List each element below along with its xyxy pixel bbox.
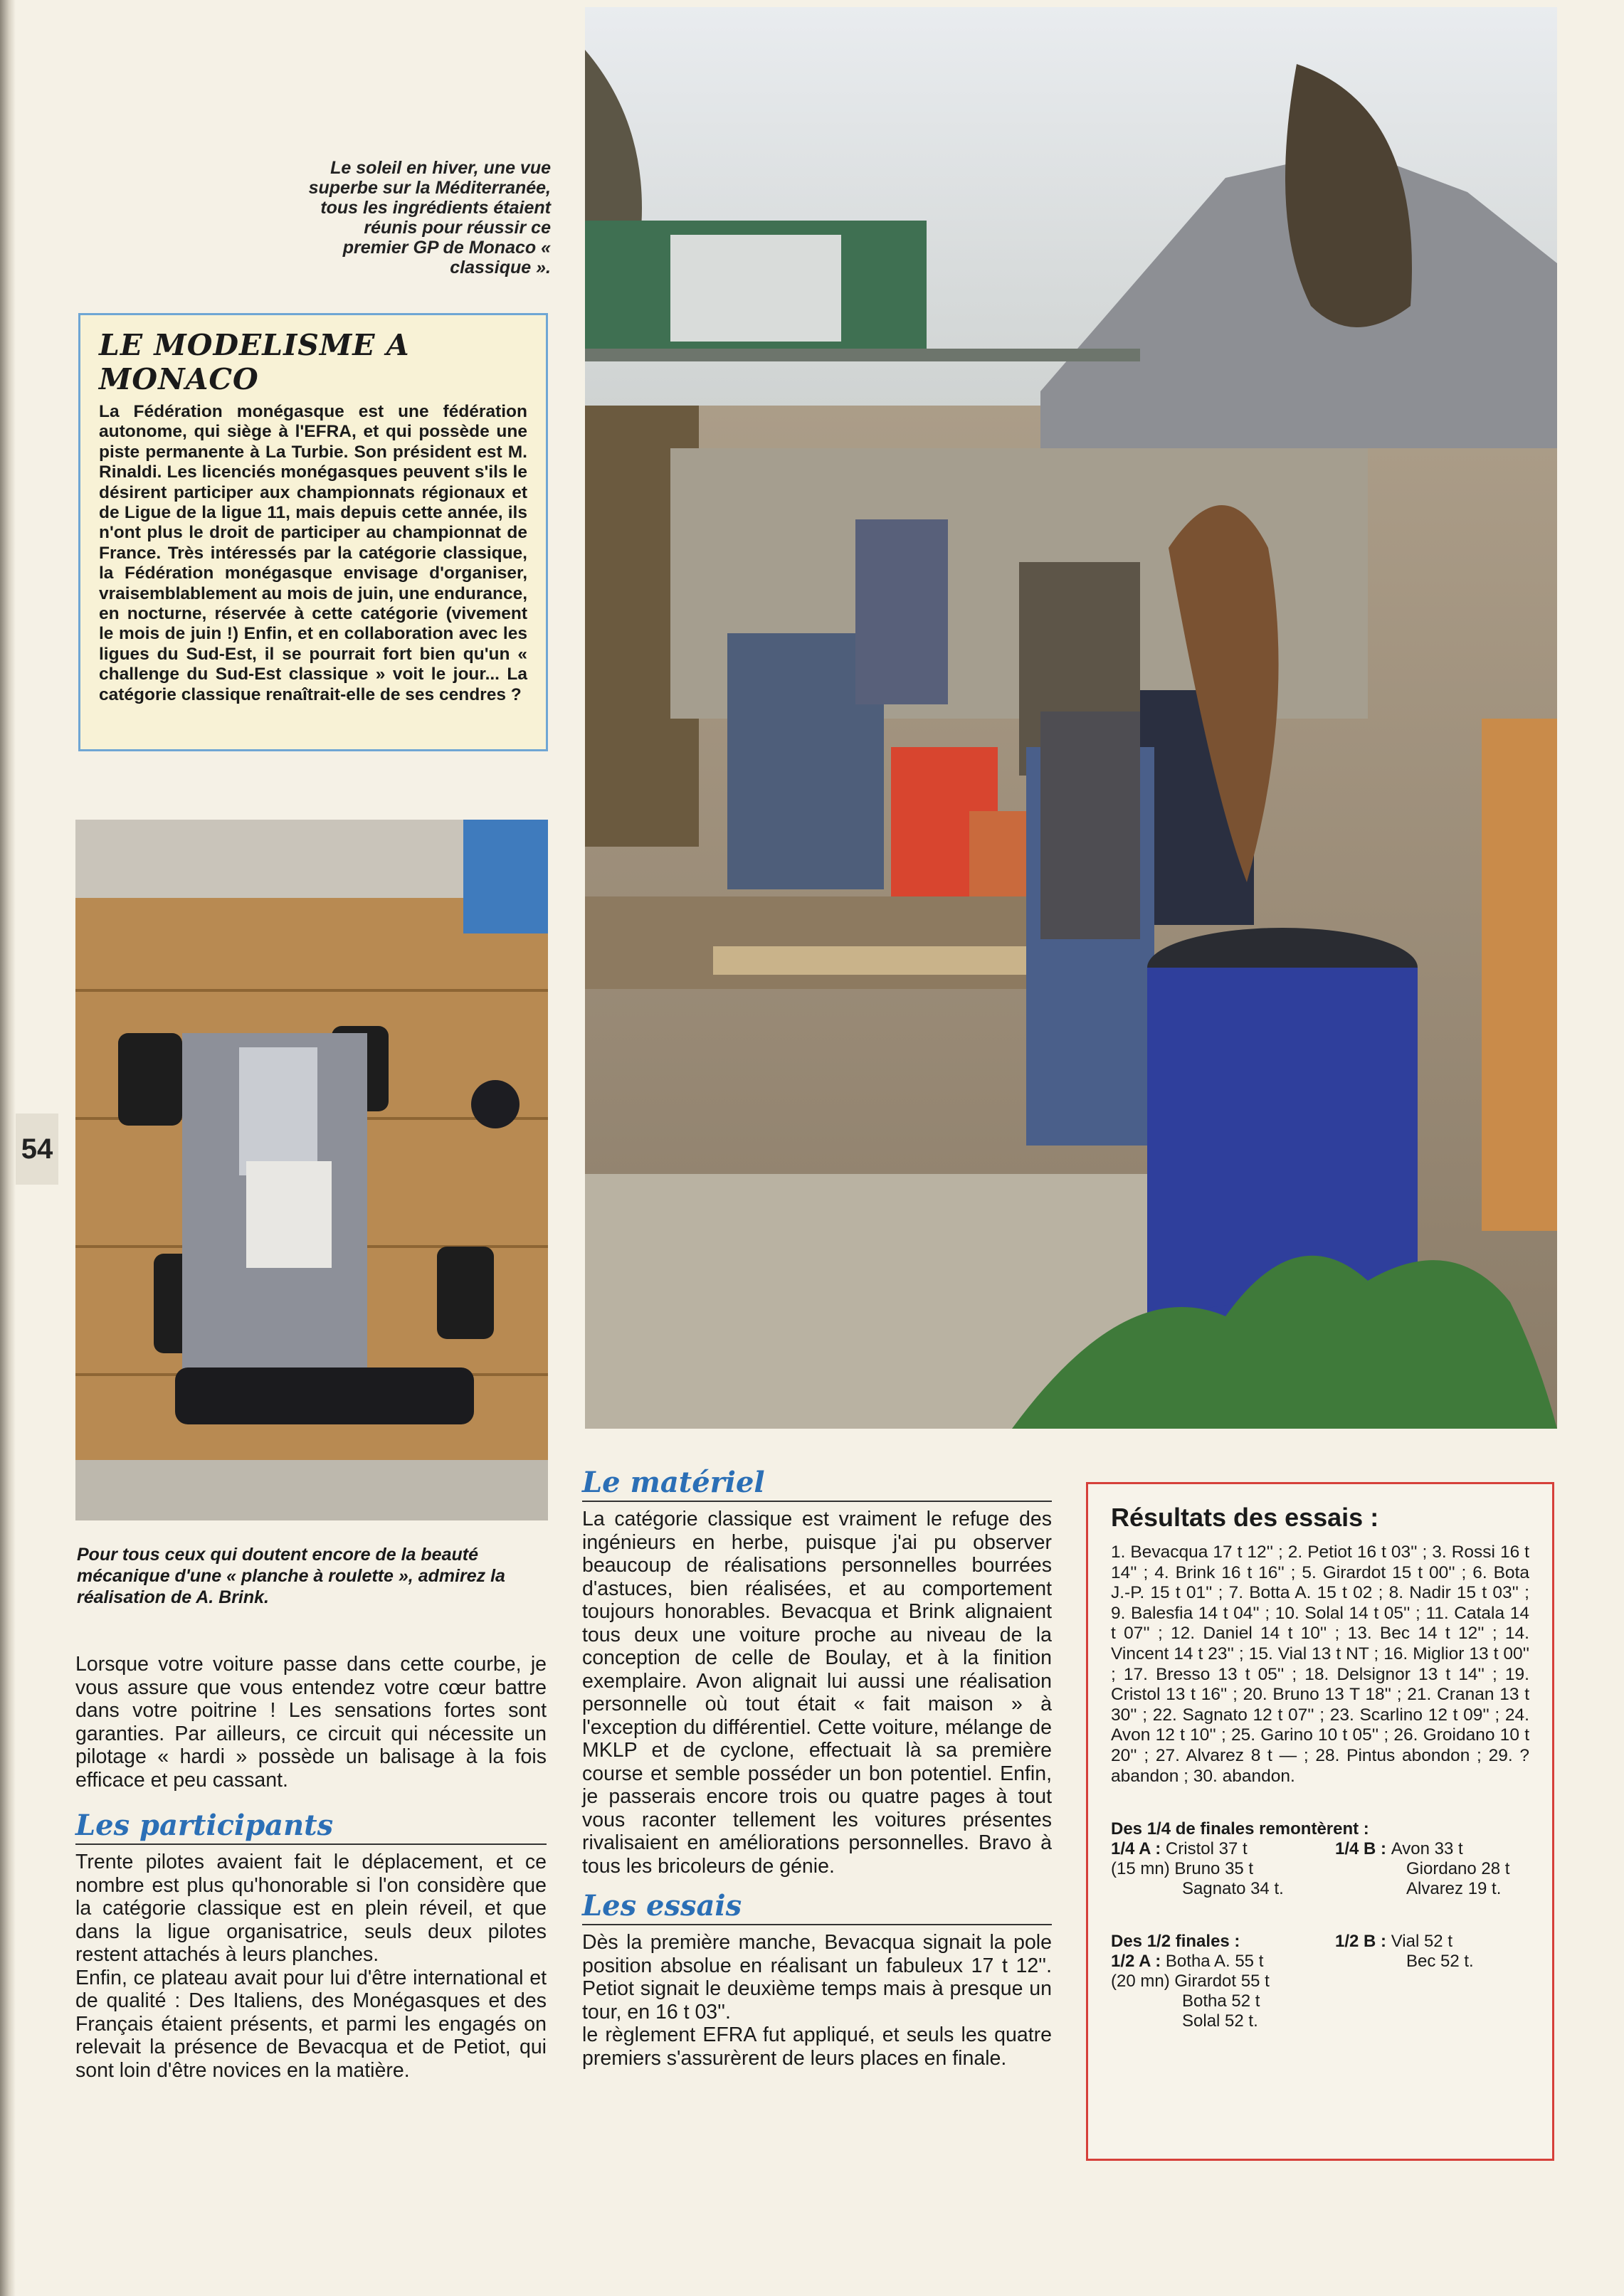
sidebar-text: La Fédération monégasque est une fédération autonome, qui siège à l'EFRA, et qui possède une piste permanente à La Turbie. Son président est M. Rinaldi. Les licenciés monégasques peuvent s'ils le désirent participer aux championnats régionaux et de Ligue de la ligue 11, mais depuis cette année, ils n'ont plus le droit de participer au championnat de France. Très intéressés par la catégorie classique, la Fédération monégasque envisage d'organiser, vraisemblablement au mois de juin, une endurance, en nocturne, réservée à cette catégorie (vivement le mois de juin !) Enfin, et en collaboration avec les ligues du Sud-Est, il se pourrait fort bien qu'un « challenge du Sud-Est classique » voit le jour... La catégorie classique renaîtrait-elle de ses cendres ? [99,402,527,704]
left-column [75,1653,547,2082]
car-photo-caption: Pour tous ceux qui doutent encore de la beauté mécanique d'une « planche à roulette », admirez la réalisation de A. Brink. [77,1545,505,1607]
results-title: Résultats des essais : [1111,1503,1379,1532]
sidebar-box [78,313,548,751]
pit-area-photo [585,7,1557,1429]
participants-paragraph-2: Enfin, ce plateau avait pour lui d'être international et de qualité : Des Italiens, des Monégasques et des Français étaient présents, et parmi les engagés on relevait la présence de Bevacqua et de Petiot, qui sont loin d'être novices en la matière. [75,1966,547,2082]
middle-column [582,1466,1052,2070]
semi-b-1: Vial 52 t [1391,1932,1452,1952]
page-spine [0,0,16,2296]
materiel-paragraph: La catégorie classique est vraiment le refuge des ingénieurs en herbe, puisque j'ai pu observer beaucoup de réalisations personnelles bourrées d'astuces, bien réalisées, et au comportement toujours honorables. Bevacqua et Brink alignaient tous deux une voiture proche au niveau de la conception de celle de Boulay, et à la finition exemplaire. Avon alignait lui aussi une réalisation personnelle où tout était « fait maison » à l'exception du différentiel. Cette voiture, mélange de MKLP et de cyclone, effectuait là sa première course et semble posséder un bon potentiel. Enfin, je passerais encore trois ou quatre pages à tout vous raconter tellement les voitures présentes rivalisaient en améliorations personnelles. Bravo à tous les bricoleurs de génie. [582,1508,1052,1878]
participants-paragraph-1: Trente pilotes avaient fait le déplacement, et ce nombre est plus qu'honorable si l'on considère que la catégorie classique est en plein réveil, et que dans la ligue organisatrice, seuls deux pilotes restent attachés à leurs planches. [75,1851,547,1966]
semi-finals [1111,1932,1529,2031]
quarter-a-1: Cristol 37 t [1165,1839,1248,1859]
essais-heading: Les essais [582,1889,1052,1925]
essais-paragraph-2: le règlement EFRA fut appliqué, et seuls les quatre premiers s'assurèrent de leurs places en finale. [582,2023,1052,2070]
quarter-b-3: Alvarez 19 t. [1406,1879,1502,1899]
quarter-a-3: Sagnato 34 t. [1182,1879,1284,1899]
semi-finals-title: Des 1/2 finales : [1111,1932,1240,1952]
results-list: 1. Bevacqua 17 t 12'' ; 2. Petiot 16 t 03'' ; 3. Rossi 16 t 14'' ; 4. Brink 16 t 16'' ; 5. Girardot 15 t 00'' ; 6. Bota J.-P. 15 t 01'' ; 7. Botta A. 15 t 02 ; 8. Nadir 15 t 03'' ; 9. Balesfia 14 t 04'' ; 10. Solal 14 t 05'' ; 11. Catala 14 t 07'' ; 12. Daniel 14 t 10'' ; 13. Bec 14 t 12'' ; 14. Vincent 14 t 23'' ; 15. Vial 13 t NT ; 16. Miglior 13 t 00'' ; 17. Bresso 13 t 05'' ; 18. Delsignor 13 t 14'' ; 19. Cristol 13 t 16'' ; 20. Bruno 13 T 18'' ; 21. Cranan 13 t 30'' ; 22. Sagnato 12 t 07'' ; 23. Scarlino 12 t 09'' ; 24. Avon 12 t 10'' ; 25. Garino 10 t 05'' ; 26. Groidano 10 t 20'' ; 27. Alvarez 8 t — ; 28. Pintus abondon ; 29. ? abandon ; 30. abandon. [1111,1543,1529,1786]
semi-a-2: Girardot 55 t [1174,1972,1270,1991]
semi-a-time: (20 mn) [1111,1972,1170,1991]
page-number: 54 [16,1113,58,1185]
quarter-finals-title: Des 1/4 de finales remontèrent : [1111,1819,1369,1839]
semi-a-1: Botha A. 55 t [1165,1952,1264,1972]
semi-a-3: Botha 52 t [1182,1991,1260,2011]
essais-paragraph-1: Dès la première manche, Bevacqua signait la pole position absolue en réalisant un fabuleux 17 t 12''. Petiot signait le deuxième temps mais à presque un tour, en 16 t 03''. [582,1931,1052,2023]
intro-paragraph: Lorsque votre voiture passe dans cette courbe, je vous assure que vous entendez votre cœur battre dans votre poitrine ! Les sensations fortes sont garanties. Par ailleurs, ce circuit qui nécessite un pilotage « hardi » possède un balisage à la fois efficace et peu cassant. [75,1653,547,1792]
materiel-heading: Le matériel [582,1466,1052,1502]
quarter-a-label: 1/4 A : [1111,1839,1161,1859]
semi-b-label: 1/2 B : [1335,1932,1387,1952]
quarter-finals [1111,1819,1529,1899]
results-box [1086,1482,1554,2161]
sidebar-title: LE MODELISME A MONACO [99,328,410,396]
quarter-b-label: 1/4 B : [1335,1839,1387,1859]
semi-a-4: Solal 52 t. [1182,2011,1258,2031]
top-photo-caption: Le soleil en hiver, une vue superbe sur la Méditerranée, tous les ingrédients étaient réunis pour réussir ce premier GP de Monaco « classique ». [308,158,551,277]
quarter-b-1: Avon 33 t [1391,1839,1463,1859]
quarter-a-2: Bruno 35 t [1174,1859,1254,1879]
semi-a-label: 1/2 A : [1111,1952,1161,1972]
quarter-b-2: Giordano 28 t [1406,1859,1510,1879]
semi-b-2: Bec 52 t. [1406,1952,1474,1972]
participants-heading: Les participants [75,1809,547,1845]
rc-car-photo [75,820,548,1520]
quarter-a-time: (15 mn) [1111,1859,1170,1879]
